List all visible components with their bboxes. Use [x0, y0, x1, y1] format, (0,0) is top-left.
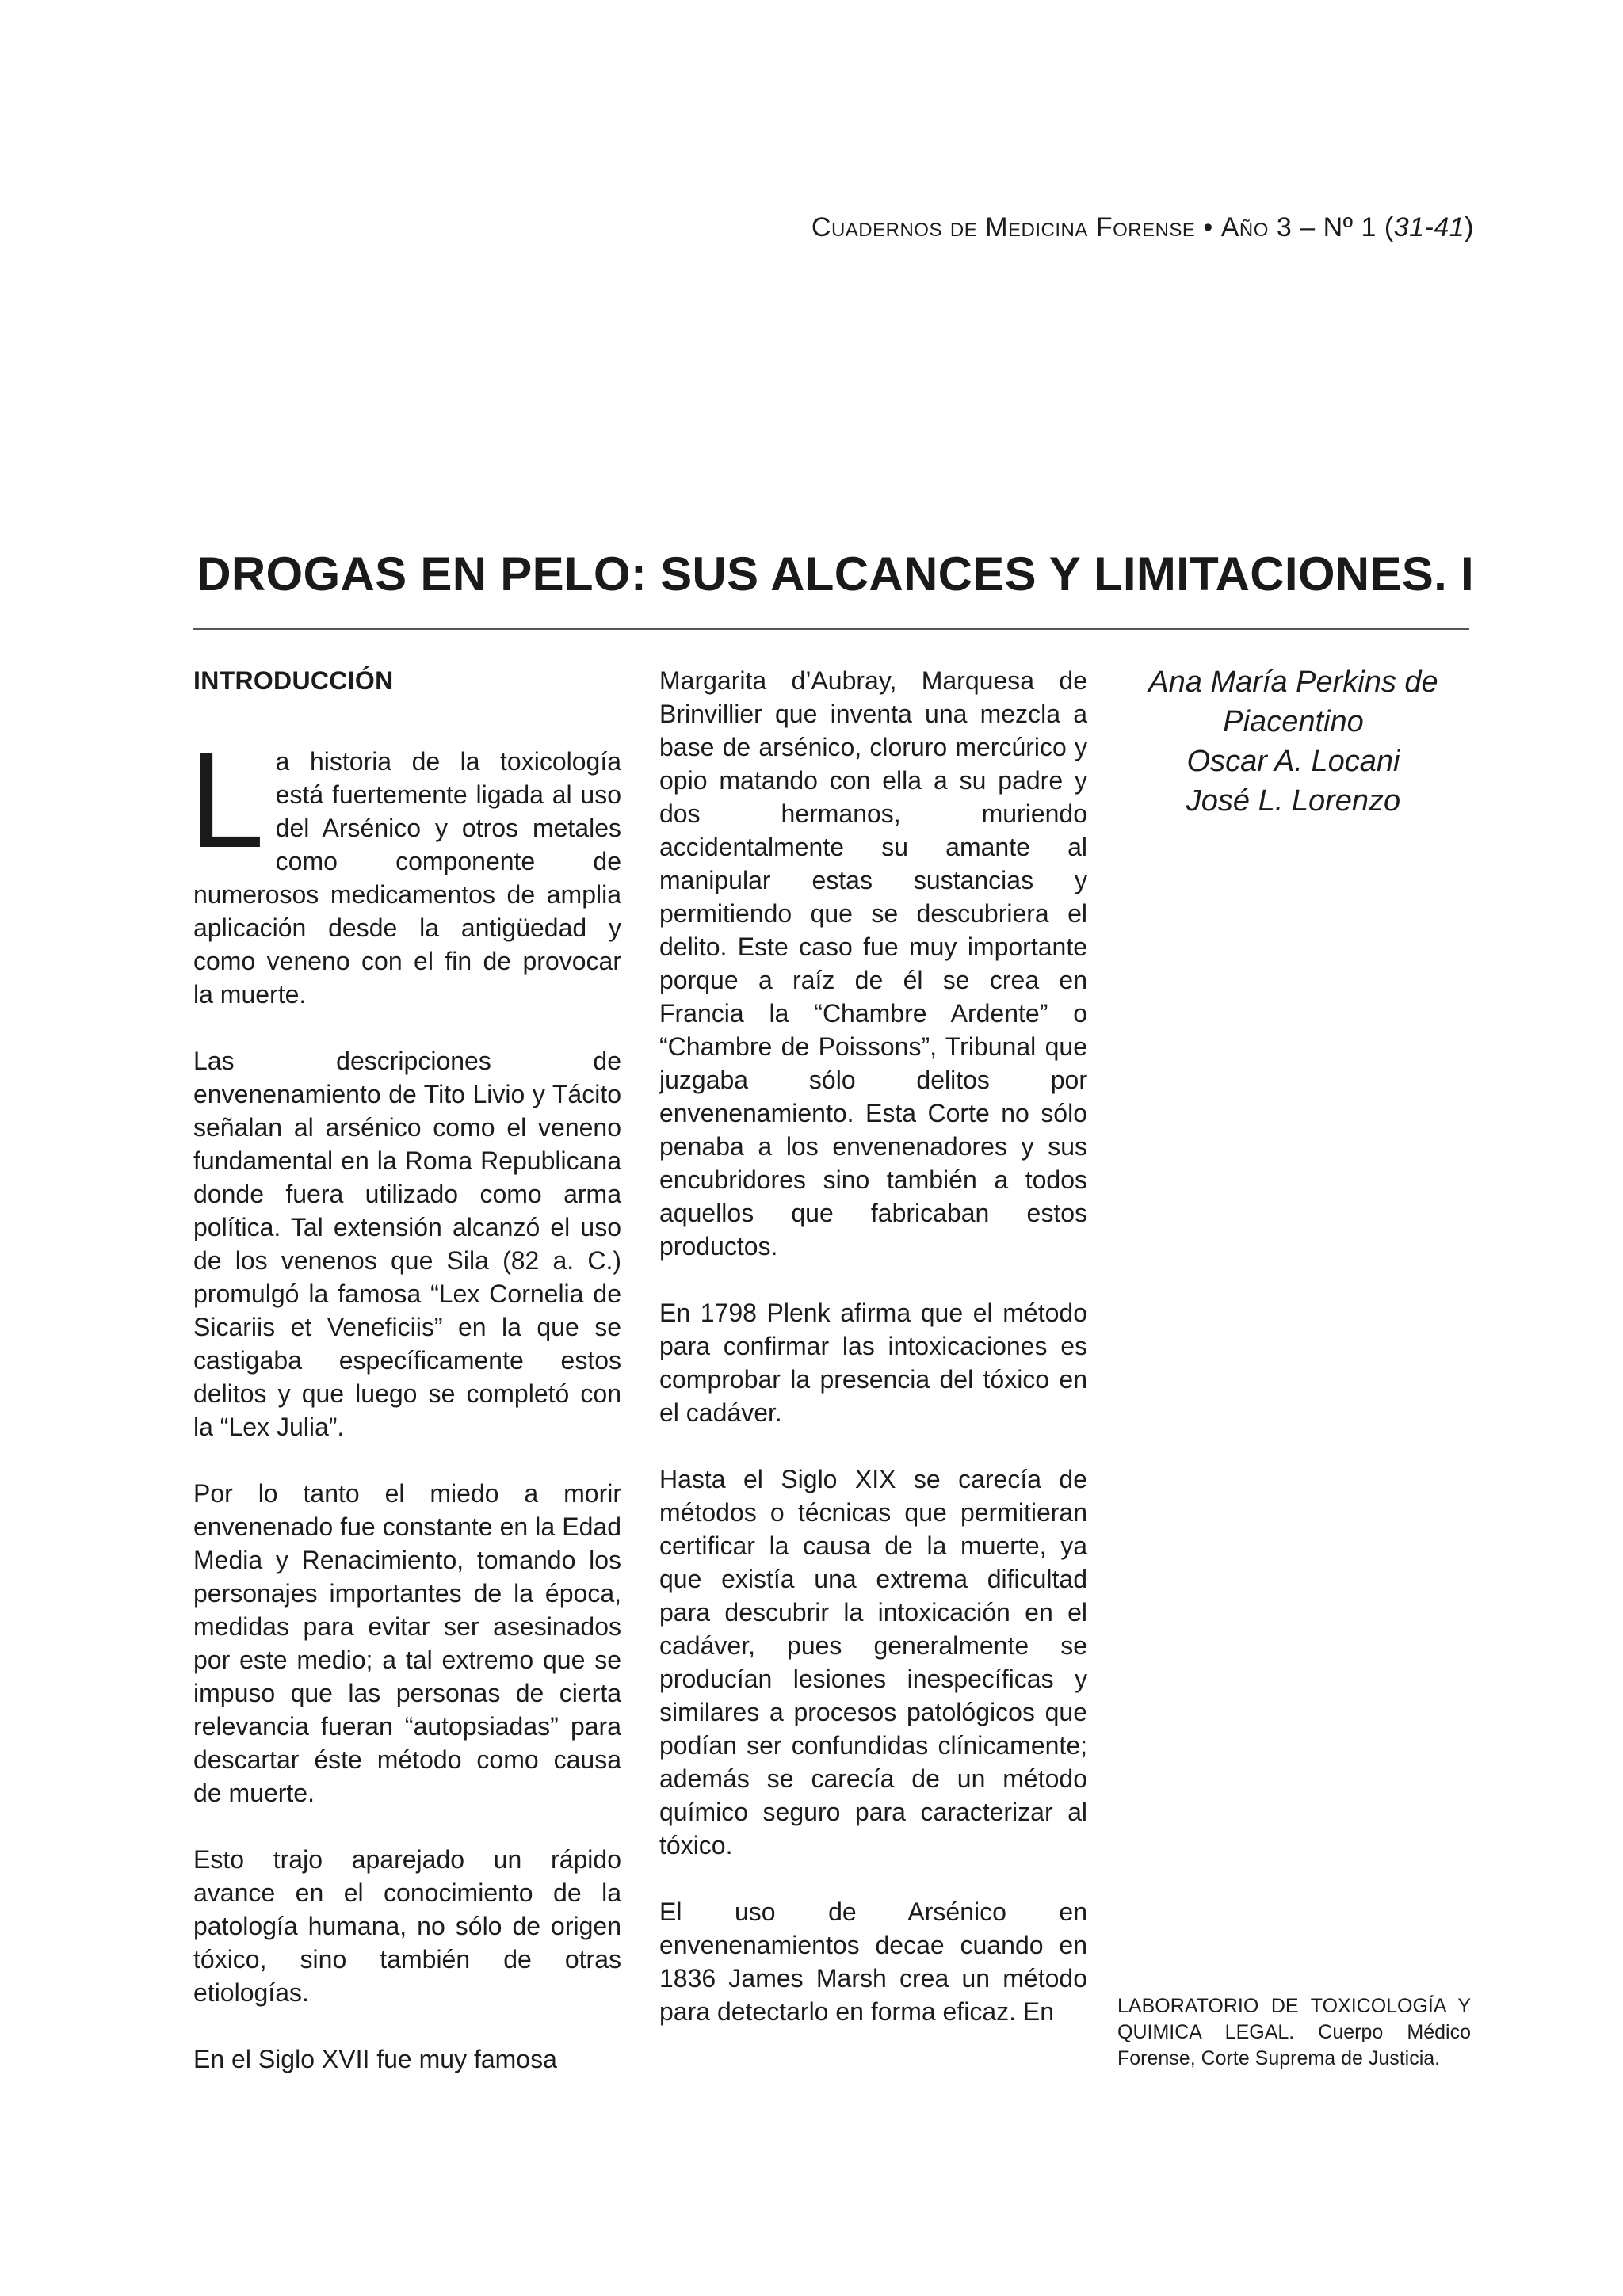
text-column-left: [189, 664, 621, 2109]
paragraph-text: a historia de la toxicología está fuertemente ligada al uso del Arsénico y otros metales como componente de numerosos medicamentos de amplia aplicación desde la antigüedad y como veneno con el fin de provocar la muerte.: [193, 747, 621, 1009]
page-range-value: 31-41: [1393, 212, 1465, 242]
author-name: José L. Lorenzo: [1186, 784, 1401, 818]
author-affiliation: LABORATORIO DE TOXICOLOGÍA Y QUIMICA LEGAL. Cuerpo Médico Forense, Corte Suprema de Justicia.: [1117, 1995, 1471, 2069]
paragraph: En el Siglo XVII fue muy famosa: [193, 2045, 557, 2073]
paragraph: Esto trajo aparejado un rápido avance en el conocimiento de la patología humana, no sólo de origen tóxico, sino también de otras etiologías.: [193, 1845, 621, 2007]
text-column-middle: [659, 664, 1087, 2061]
paragraph: El uso de Arsénico en envenenamientos decae cuando en 1836 James Marsh crea un método para detectarlo en forma eficaz. En: [659, 1897, 1087, 2026]
author-name: Oscar A. Locani: [1186, 745, 1400, 778]
author-list: [1111, 662, 1476, 821]
paragraph: Hasta el Siglo XIX se carecía de métodos o técnicas que permitieran certificar la causa de la muerte, ya que existía una extrema dificultad para descubrir la intoxicación en el cadáver, pues generalmente se producían lesiones inespecíficas y similares a procesos patológicos que podían ser confundidas clínicamente; además se carecía de un método químico seguro para caracterizar al tóxico.: [659, 1465, 1087, 1859]
paragraph: Las descripciones de envenenamiento de Tito Livio y Tácito señalan al arsénico como el veneno fundamental en la Roma Republicana donde fuera utilizado como arma política. Tal extensión alcanzó el uso de los venenos que Sila (82 a. C.) promulgó la famosa “Lex Cornelia de Sicariis et Veneficiis” en la que se castigaba específicamente estos delitos y que luego se completó con la “Lex Julia”.: [193, 1047, 621, 1441]
paragraph: [189, 724, 621, 1011]
journal-name: Cuadernos de Medicina Forense: [811, 212, 1196, 242]
paragraph: En 1798 Plenk afirma que el método para confirmar las intoxicaciones es comprobar la presencia del tóxico en el cadáver.: [659, 1299, 1087, 1427]
drop-cap: L: [189, 724, 265, 876]
header-bullet: •: [1203, 212, 1213, 242]
title-divider: [193, 628, 1469, 630]
paragraph: Margarita d’Aubray, Marquesa de Brinvillier que inventa una mezcla a base de arsénico, cloruro mercúrico y opio matando con ella a su padre y dos hermanos, muriendo accidentalmente su amante al manipular estas sustancias y permitiendo que se descubriera el delito. Este caso fue muy importante porque a raíz de él se crea en Francia la “Chambre Ardente” o “Chambre de Poissons”, Tribunal que juzgaba sólo delitos por envenenamiento. Esta Corte no sólo penaba a los envenenadores y sus encubridores sino también a todos aquellos que fabricaban estos productos.: [659, 666, 1087, 1261]
running-header: [812, 212, 1474, 243]
paragraph: Por lo tanto el miedo a morir envenenado fue constante en la Edad Media y Renacimiento, tomando los personajes importantes de la época, medidas para evitar ser asesinados por este medio; a tal extremo que se impuso que las personas de cierta relevancia fueran “autopsiadas” para descartar éste método como causa de muerte.: [193, 1479, 621, 1807]
section-heading: INTRODUCCIÓN: [193, 666, 394, 695]
author-name: Ana María Perkins de Piacentino: [1148, 666, 1438, 738]
article-title: DROGAS EN PELO: SUS ALCANCES Y LIMITACIONES. I: [197, 547, 1474, 601]
page-range: (31-41): [1384, 212, 1474, 242]
issue-number: Año 3 – Nº 1: [1220, 212, 1377, 242]
